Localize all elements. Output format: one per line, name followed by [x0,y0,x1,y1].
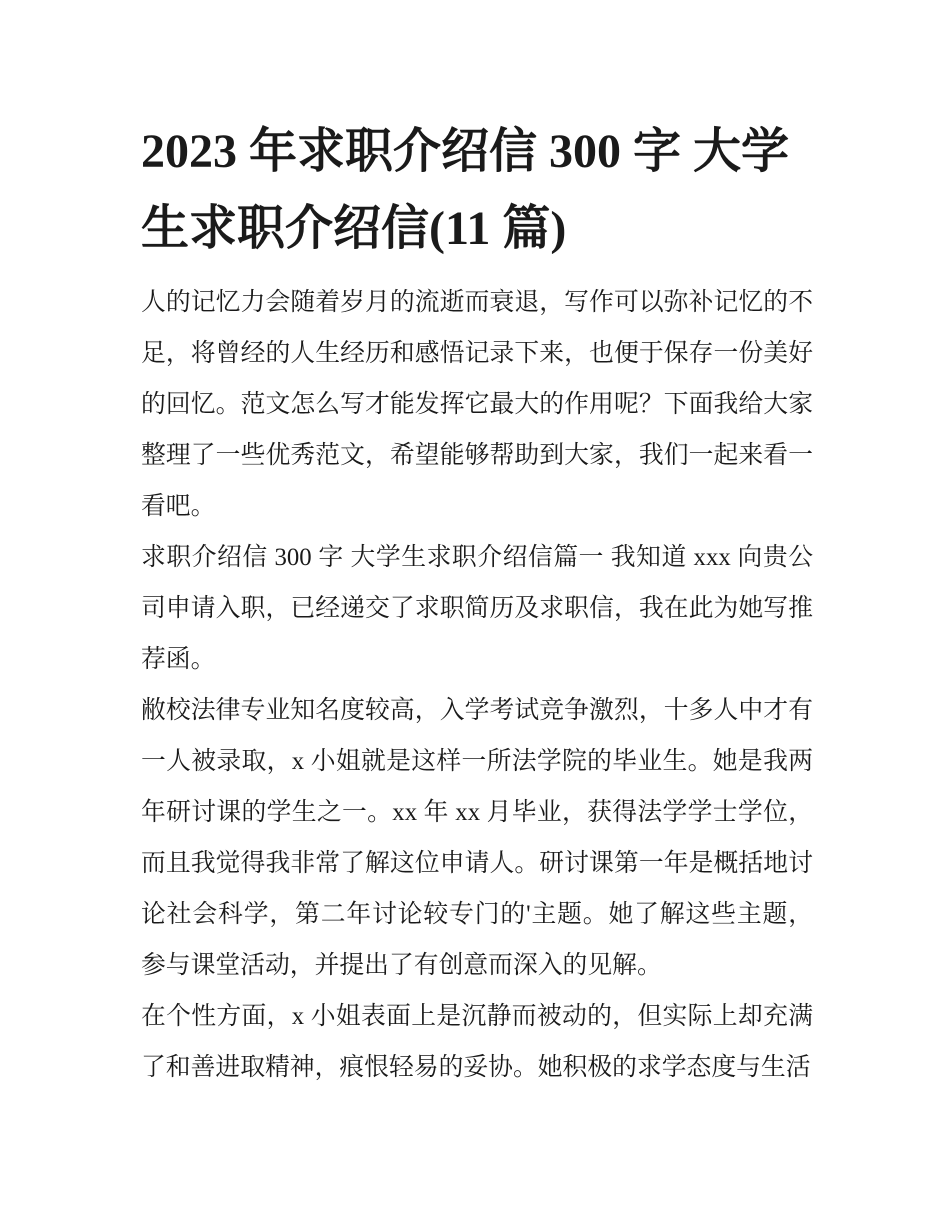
paragraph-section-one-lead: 求职介绍信 300 字 大学生求职介绍信篇一 我知道 xxx 向贵公司申请入职，已经递交了求职简历及求职信，我在此为她写推荐函。 [141,544,813,673]
document-title: 2023 年求职介绍信 300 字 大学生求职介绍信(11 篇) [141,125,790,255]
paragraph-intro: 人的记忆力会随着岁月的流逝而衰退，写作可以弥补记忆的不足，将曾经的人生经历和感悟记录下来，也便于保存一份美好的回忆。范文怎么写才能发挥它最大的作用呢？下面我给大家整理了一些优秀范文，希望能够帮助到大家，我们一起来看一看吧。 [141,289,813,520]
paragraph-personality: 在个性方面，x 小姐表面上是沉静而被动的，但实际上却充满了和善进取精神，痕恨轻易的妥协。她积极的求学态度与生活 [141,1003,813,1081]
document-page [141,113,813,1093]
paragraph-school-background: 敝校法律专业知名度较高，入学考试竞争激烈，十多人中才有一人被录取，x 小姐就是这样一所法学院的毕业生。她是我两年研讨课的学生之一。xx 年 xx 月毕业，获得法学学士学位，而且我觉得我非常了解这位申请人。研讨课第一年是概括地讨论社会科学，第二年讨论较专门的'主题。她了解这些主题，参与课堂活动，并提出了有创意而深入的见解。 [141,697,813,979]
